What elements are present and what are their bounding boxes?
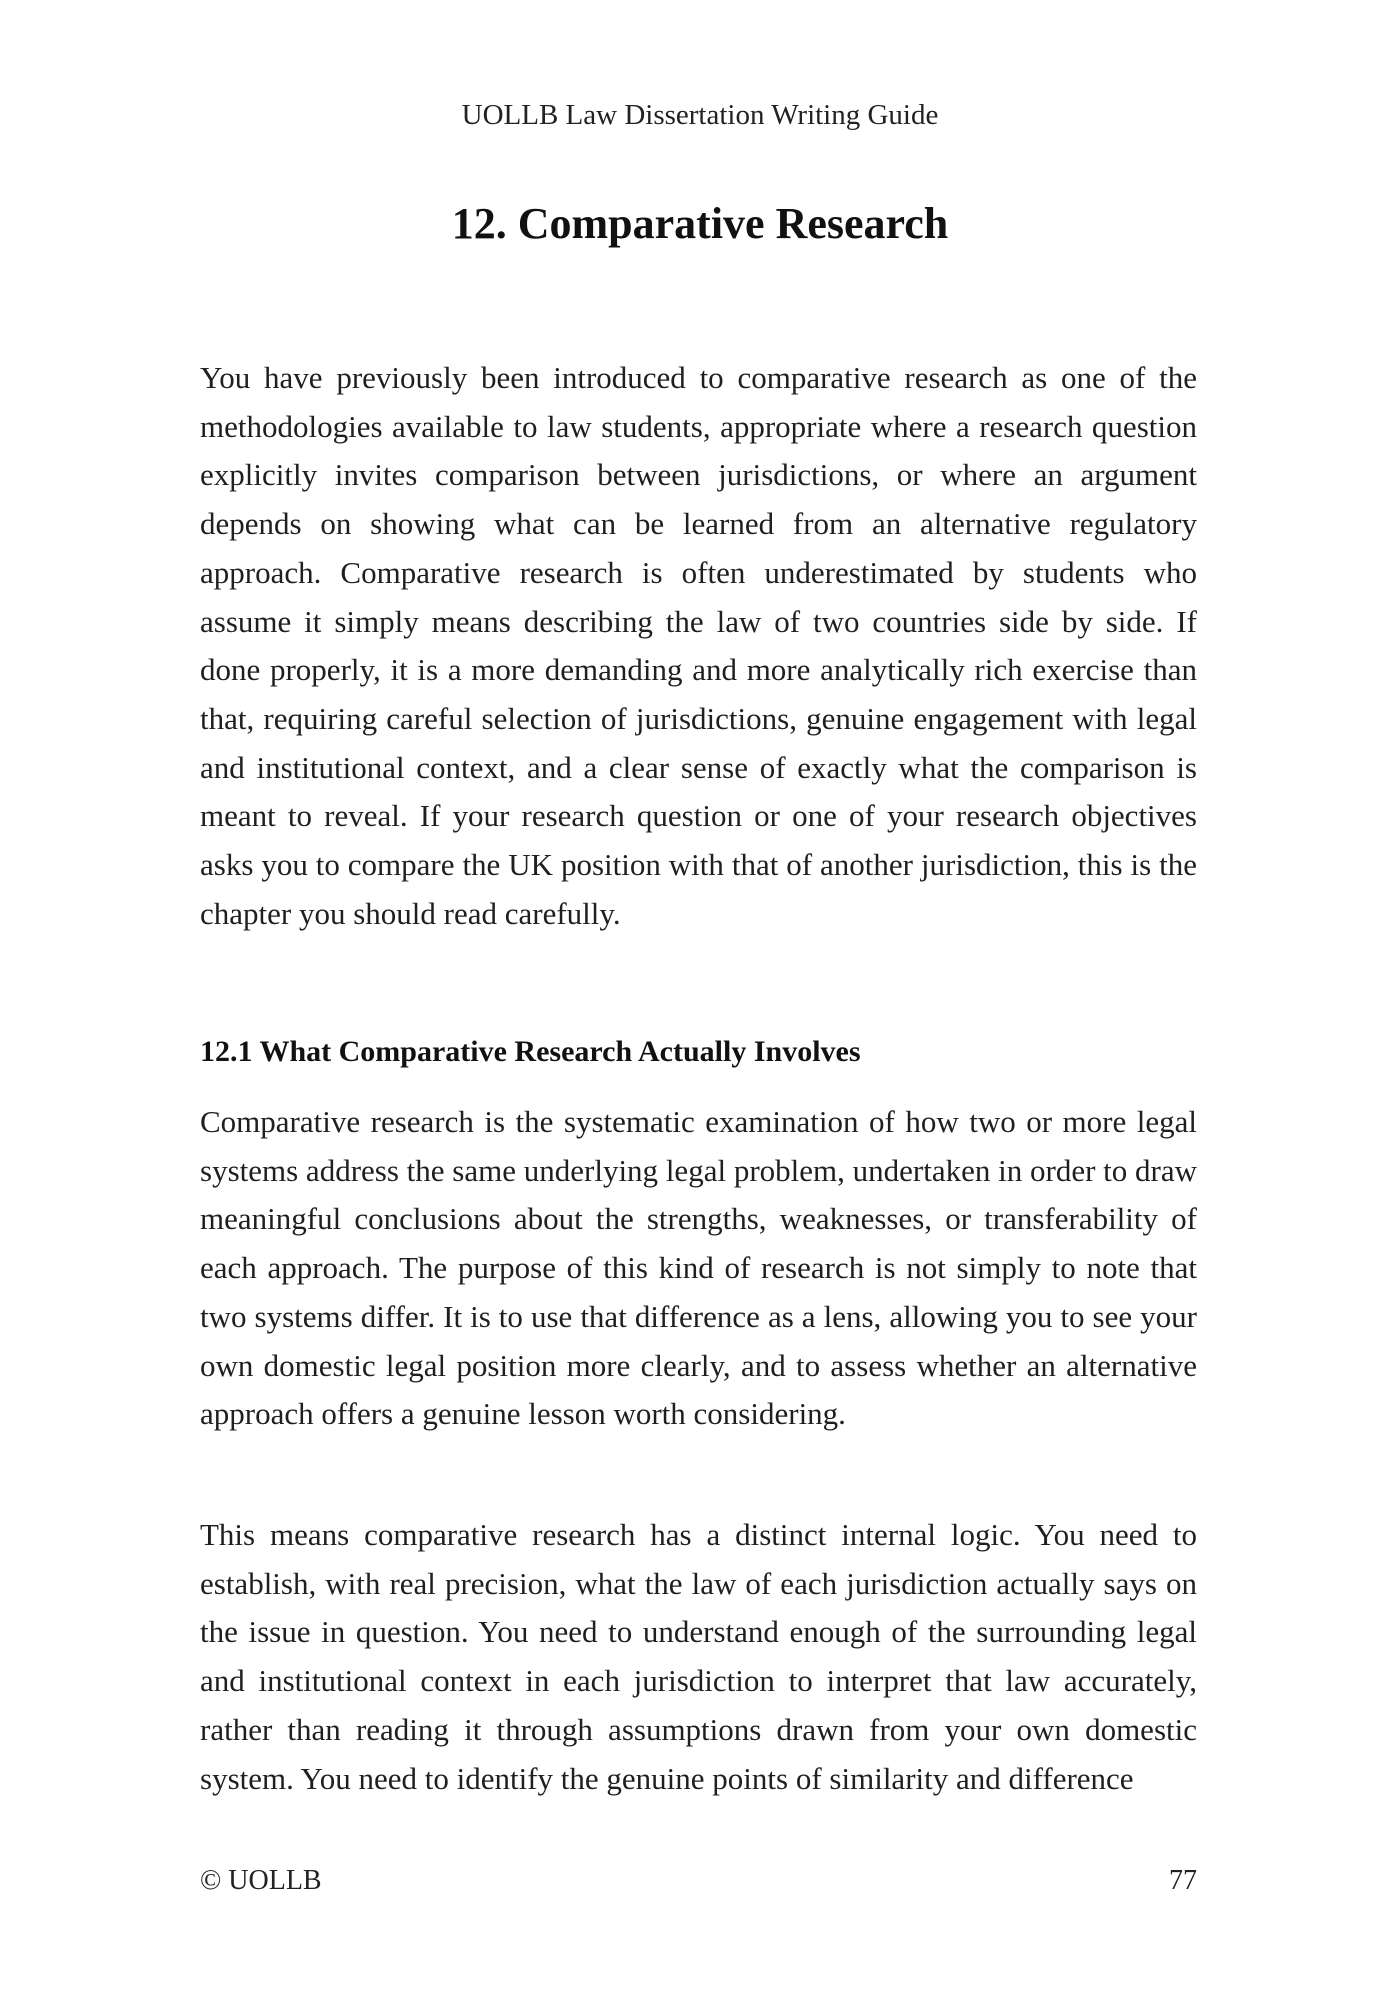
intro-paragraph: You have previously been introduced to comparative research as one of the methodologies available to law students, appropriate where a research question explicitly invites comparison between jurisdictions, or where an argument depends on showing what can be learned from an alternative regulatory approach. Comparative research is often underestimated by students who assume it simply means describing the law of two countries side by side. If done properly, it is a more demanding and more analytically rich exercise than that, requiring careful selection of jurisdictions, genuine engagement with legal and institutional context, and a clear sense of exactly what the comparison is meant to reveal. If your research question or one of your research objectives asks you to compare the UK position with that of another jurisdiction, this is the chapter you should read carefully.: [200, 360, 1197, 931]
running-header: UOLLB Law Dissertation Writing Guide: [461, 99, 939, 131]
body-paragraph: This means comparative research has a distinct internal logic. You need to establish, with real precision, what the law of each jurisdiction actually says on the issue in question. You need to understand enough of the surrounding legal and institutional context in each jurisdiction to interpret that law accurately, rather than reading it through assumptions drawn from your own domestic system. You need to identify the genuine points of similarity and difference: [200, 1517, 1197, 1796]
chapter-title: 12. Comparative Research: [451, 199, 949, 248]
footer-copyright: © UOLLB: [200, 1865, 322, 1896]
section-heading: 12.1 What Comparative Research Actually Involves: [200, 1035, 861, 1068]
page-number: 77: [1169, 1865, 1197, 1896]
body-paragraph: Comparative research is the systematic examination of how two or more legal systems address the same underlying legal problem, undertaken in order to draw meaningful conclusions about the strengths, weaknesses, or transferability of each approach. The purpose of this kind of research is not simply to note that two systems differ. It is to use that difference as a lens, allowing you to see your own domestic legal position more clearly, and to assess whether an alternative approach offers a genuine lesson worth considering.: [200, 1104, 1197, 1432]
